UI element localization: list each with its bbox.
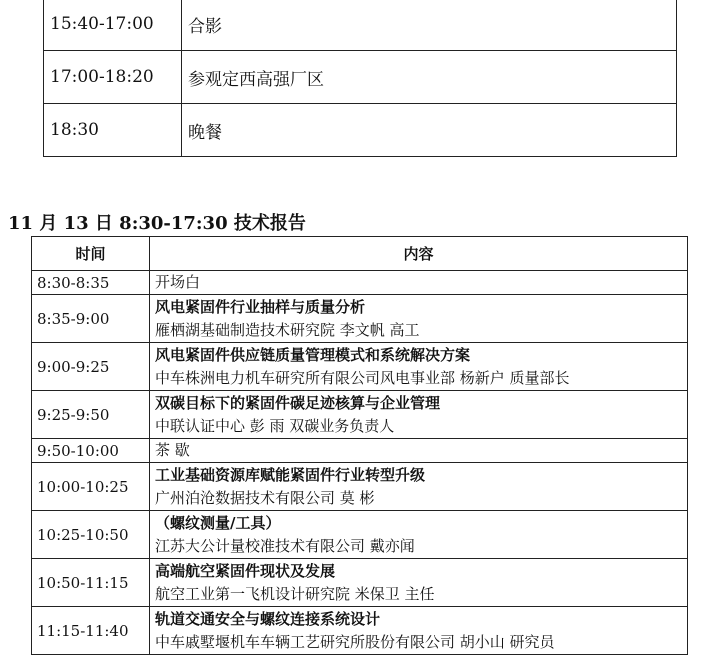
table-row [32,439,688,463]
session-detail: 中联认证中心 彭 雨 双碳业务负责人 [155,417,395,435]
session-detail: 雁栖湖基础制造技术研究院 李文帆 高工 [155,321,420,339]
time-cell: 10:50-11:15 [32,559,150,607]
time-cell: 8:35-9:00 [32,295,150,343]
section-heading: 11 月 13 日 8:30-17:30 技术报告 [8,213,306,234]
time-cell: 9:50-10:00 [32,439,150,463]
content-cell [150,343,688,391]
table-row [44,51,677,104]
session-detail: 航空工业第一飞机设计研究院 米保卫 主任 [155,585,435,603]
table-row [44,0,677,51]
content-cell [150,439,688,463]
session-detail: 江苏大公计量校准技术有限公司 戴亦闻 [155,537,415,555]
content-cell [150,463,688,511]
time-cell: 18:30 [44,104,182,157]
top-schedule-table [43,0,677,157]
session-title: 风电紧固件行业抽样与质量分析 [155,298,366,316]
session-detail: 茶 歇 [155,441,190,459]
content-cell: 晚餐 [182,104,677,157]
session-title: （螺纹测量/工具） [155,514,281,532]
content-cell [150,511,688,559]
table-row [32,511,688,559]
time-header: 时间 [32,237,150,271]
table-row [32,391,688,439]
session-title: 高端航空紧固件现状及发展 [155,562,336,580]
content-cell: 参观定西高强厂区 [182,51,677,104]
table-row [32,271,688,295]
table-row [32,607,688,655]
session-detail: 中车戚墅堰机车车辆工艺研究所股份有限公司 胡小山 研究员 [155,633,555,651]
session-detail: 开场白 [155,273,201,291]
content-cell [150,391,688,439]
time-cell: 10:25-10:50 [32,511,150,559]
table-row [32,343,688,391]
session-title: 工业基础资源库赋能紧固件行业转型升级 [155,466,426,484]
time-cell: 15:40-17:00 [44,0,182,51]
time-cell: 9:25-9:50 [32,391,150,439]
table-row [44,104,677,157]
content-cell [150,271,688,295]
technical-report-table [31,236,688,655]
content-header: 内容 [150,237,688,271]
table-row [32,463,688,511]
content-cell [150,607,688,655]
session-title: 轨道交通安全与螺纹连接系统设计 [155,610,381,628]
content-cell: 合影 [182,0,677,51]
content-cell [150,559,688,607]
session-detail: 中车株洲电力机车研究所有限公司风电事业部 杨新户 质量部长 [155,369,570,387]
time-cell: 8:30-8:35 [32,271,150,295]
header-row [32,237,688,271]
table-row [32,295,688,343]
session-title: 风电紧固件供应链质量管理模式和系统解决方案 [155,346,471,364]
time-cell: 11:15-11:40 [32,607,150,655]
time-cell: 9:00-9:25 [32,343,150,391]
content-cell [150,295,688,343]
time-cell: 10:00-10:25 [32,463,150,511]
time-cell: 17:00-18:20 [44,51,182,104]
session-detail: 广州泊沧数据技术有限公司 莫 彬 [155,489,375,507]
table-row [32,559,688,607]
session-title: 双碳目标下的紧固件碳足迹核算与企业管理 [155,394,441,412]
